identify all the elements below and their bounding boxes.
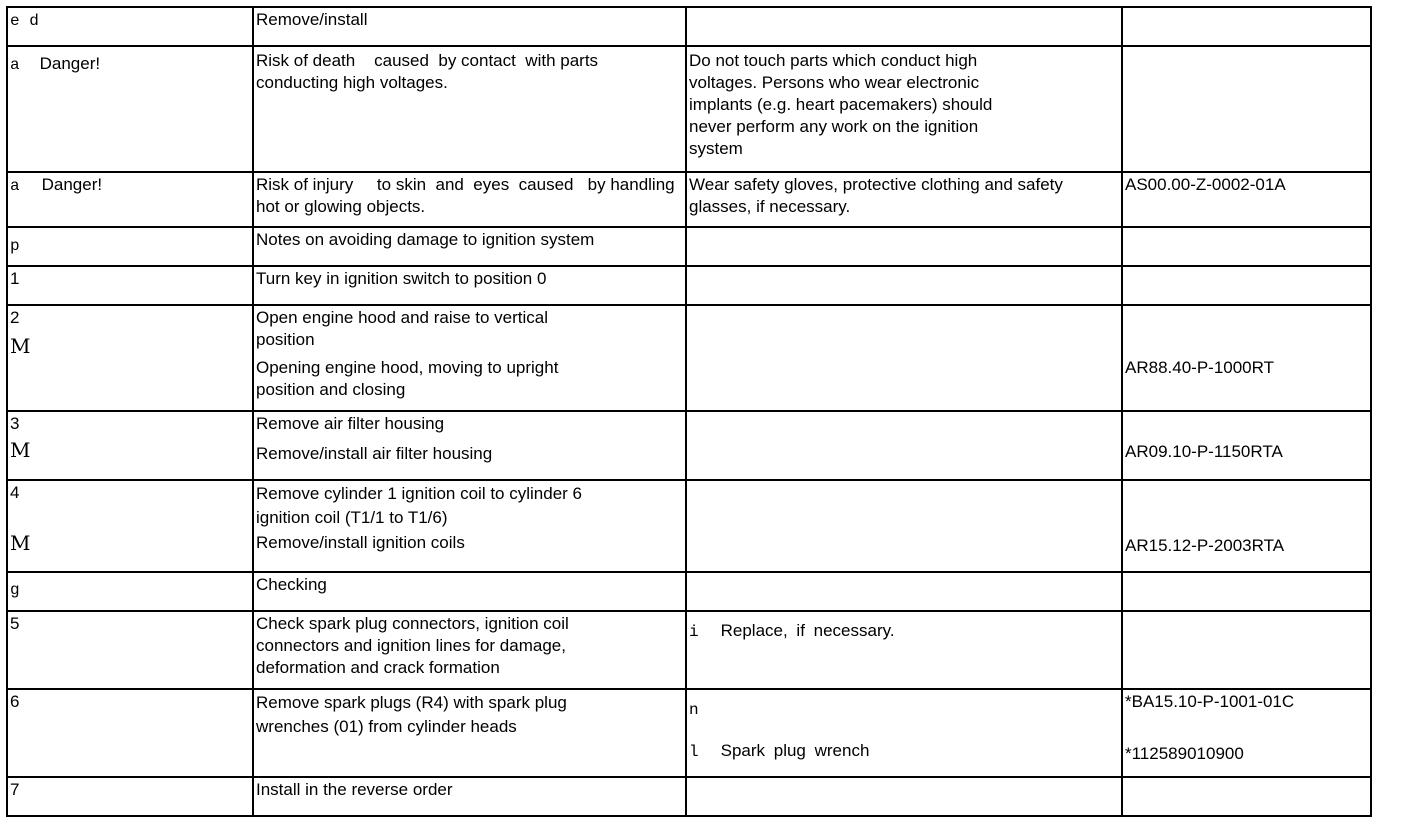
info-icon: i: [689, 623, 699, 641]
risk-text: Risk of death caused by contact with parts conducting high voltages.: [253, 46, 686, 172]
table-row: [7, 227, 1371, 266]
reference-link[interactable]: AS00.00-Z-0002-01A: [1122, 172, 1371, 227]
reference-cell: [1122, 689, 1371, 777]
table-row: [7, 411, 1371, 480]
table-row: [7, 305, 1371, 411]
danger-label: Danger!: [39, 54, 101, 73]
symbol-cell: [7, 480, 253, 572]
step-number: 3: [10, 414, 20, 433]
note-cell: [686, 305, 1122, 411]
table-row: [7, 172, 1371, 227]
step-text: Remove cylinder 1 ignition coil to cylinder 6 ignition coil (T1/1 to T1/6) Remove/install ignition coils: [253, 480, 686, 572]
note-cell: [686, 777, 1122, 816]
symbol-cell: [7, 572, 253, 611]
symbol-cell: [7, 227, 253, 266]
table-row: [7, 572, 1371, 611]
reference-cell: [1122, 227, 1371, 266]
reference-cell: [1122, 46, 1371, 172]
symbol-cell: [7, 305, 253, 411]
step-number: 1: [7, 266, 253, 305]
reference-link[interactable]: AR88.40-P-1000RT: [1122, 305, 1371, 411]
step-text: Checking: [253, 572, 686, 611]
symbol-cell: [7, 46, 253, 172]
symbol-cell: [7, 7, 253, 46]
reference-link[interactable]: *BA15.10-P-1001-01C: [1125, 692, 1295, 711]
note-cell: [686, 411, 1122, 480]
step-number: 2: [10, 308, 20, 327]
risk-text: Risk of injury to skin and eyes caused by handling hot or glowing objects.: [253, 172, 686, 227]
procedure-table: [6, 6, 1372, 817]
table-row: [7, 266, 1371, 305]
instruction-text: Do not touch parts which conduct high voltages. Persons who wear electronic implants (e.g. heart pacemakers) should never perform any work on the ignition system: [686, 46, 1122, 172]
notes-icon: p: [10, 237, 20, 255]
reference-cell: [1122, 611, 1371, 689]
note-cell: [686, 7, 1122, 46]
step-text: Open engine hood and raise to vertical position Opening engine hood, moving to upright position and closing: [253, 305, 686, 411]
note-cell: [686, 227, 1122, 266]
step-number: 7: [7, 777, 253, 816]
symbol-cell: [7, 411, 253, 480]
note-cell: [686, 689, 1122, 777]
table-row: [7, 480, 1371, 572]
reference-cell: [1122, 572, 1371, 611]
reference-cell: [1122, 7, 1371, 46]
manual-icon: M: [10, 531, 31, 555]
step-text: Remove/install: [253, 7, 686, 46]
step-text: Check spark plug connectors, ignition coil connectors and ignition lines for damage, deformation and crack formation: [253, 611, 686, 689]
tool-reference-link[interactable]: *112589010900: [1125, 744, 1244, 763]
step-number: 6: [7, 689, 253, 777]
step-text: Turn key in ignition switch to position 0: [253, 266, 686, 305]
note-cell: [686, 572, 1122, 611]
table-row: [7, 777, 1371, 816]
checking-icon: g: [10, 581, 20, 599]
danger-icon: a: [10, 56, 20, 74]
table-row: [7, 611, 1371, 689]
note-text: Replace, if necessary.: [720, 621, 895, 640]
step-number: 5: [7, 611, 253, 689]
table-row: [7, 46, 1371, 172]
reference-link[interactable]: AR09.10-P-1150RTA: [1122, 411, 1371, 480]
reference-link[interactable]: AR15.12-P-2003RTA: [1122, 480, 1371, 572]
tool-text: Spark plug wrench: [720, 741, 870, 760]
danger-icon: a: [10, 177, 20, 195]
reference-cell: [1122, 266, 1371, 305]
note-icon: n: [689, 701, 699, 719]
note-cell: [686, 611, 1122, 689]
note-cell: [686, 480, 1122, 572]
instruction-text: Wear safety gloves, protective clothing and safety glasses, if necessary.: [686, 172, 1122, 227]
reference-cell: [1122, 777, 1371, 816]
step-text: Notes on avoiding damage to ignition system: [253, 227, 686, 266]
danger-label: Danger!: [41, 175, 103, 194]
tool-icon: l: [689, 743, 699, 761]
step-text: Remove spark plugs (R4) with spark plug wrenches (01) from cylinder heads: [253, 689, 686, 777]
note-cell: [686, 266, 1122, 305]
table-row: [7, 7, 1371, 46]
step-text: Install in the reverse order: [253, 777, 686, 816]
table-row: [7, 689, 1371, 777]
remove-install-symbol: e d: [10, 12, 39, 30]
step-text: Remove air filter housing Remove/install air filter housing: [253, 411, 686, 480]
manual-icon: M: [10, 438, 31, 462]
manual-icon: M: [10, 334, 31, 358]
step-number: 4: [10, 483, 20, 502]
symbol-cell: [7, 172, 253, 227]
